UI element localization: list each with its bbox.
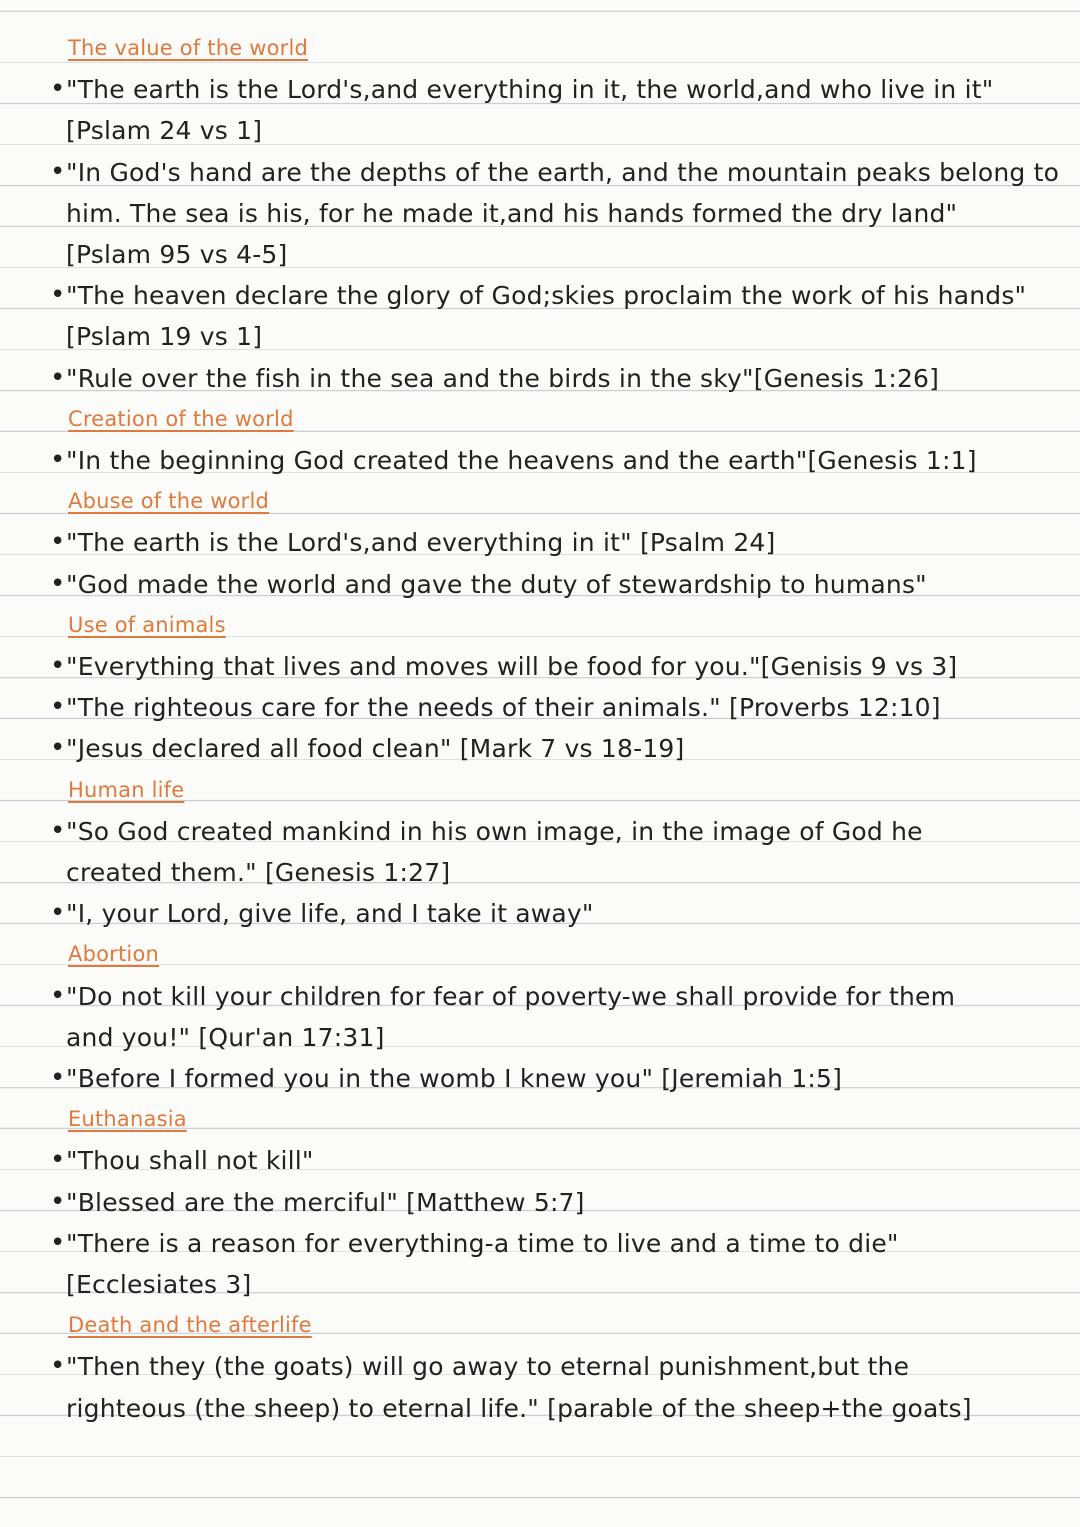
note-line — [0, 852, 1080, 893]
quote-text: him. The sea is his, for he made it,and his hands formed the dry land" — [66, 198, 958, 228]
section-heading: Death and the afterlife — [68, 1313, 312, 1338]
note-line — [0, 69, 1080, 110]
note-line — [0, 646, 1080, 687]
bullet-icon: • — [50, 651, 66, 681]
quote-text: "There is a reason for everything-a time to live and a time to die" — [66, 1228, 899, 1258]
note-line — [0, 193, 1080, 234]
quote-text: and you!" [Qur'an 17:31] — [66, 1022, 385, 1052]
section-heading-row — [0, 481, 1080, 522]
section-heading-row — [0, 1099, 1080, 1140]
note-line — [0, 1223, 1080, 1264]
quote-text: "God made the world and gave the duty of stewardship to humans" — [66, 569, 927, 599]
quote-text: created them." [Genesis 1:27] — [66, 858, 451, 887]
quote-text: "Then they (the goats) will go away to eternal punishment,but the — [66, 1352, 910, 1382]
bullet-icon: • — [50, 1186, 66, 1217]
section-heading-row — [0, 770, 1080, 811]
note-line — [0, 1182, 1080, 1223]
bullet-icon: • — [50, 1351, 66, 1382]
bullet-icon: • — [50, 692, 66, 723]
bullet-icon: • — [50, 733, 66, 764]
bullet-icon: • — [50, 568, 66, 599]
quote-text: [Pslam 19 vs 1] — [66, 322, 263, 352]
bullet-icon: • — [50, 1227, 66, 1258]
note-line — [0, 728, 1080, 769]
section-heading: Use of animals — [68, 612, 226, 637]
quote-text: "The heaven declare the glory of God;skies proclaim the work of his hands" — [66, 281, 1027, 311]
section-heading-row — [0, 1305, 1080, 1346]
note-line — [0, 1140, 1080, 1181]
note-line — [0, 440, 1080, 481]
section-heading-row — [0, 399, 1080, 440]
quote-text: "The righteous care for the needs of their animals." [Proverbs 12:10] — [66, 693, 941, 723]
section-heading: Abuse of the world — [68, 489, 270, 514]
bullet-icon: • — [50, 74, 66, 105]
note-line — [0, 358, 1080, 399]
bullet-icon: • — [50, 527, 66, 558]
note-line — [0, 316, 1080, 357]
section-heading: Euthanasia — [68, 1107, 187, 1132]
section-heading-row — [0, 934, 1080, 975]
quote-text: "Do not kill your children for fear of poverty-we shall provide for them — [66, 981, 956, 1011]
section-heading: The value of the world — [68, 36, 309, 60]
section-heading-row — [0, 28, 1080, 69]
note-line — [0, 1058, 1080, 1099]
note-line — [0, 1388, 1080, 1429]
note-line — [0, 687, 1080, 728]
quote-text: righteous (the sheep) to eternal life." [parable of the sheep+the goats] — [66, 1393, 972, 1423]
quote-text: [Pslam 24 vs 1] — [66, 116, 263, 146]
bullet-icon: • — [50, 815, 66, 846]
quote-text: "I, your Lord, give life, and I take it away" — [66, 899, 594, 929]
bullet-icon: • — [50, 898, 66, 929]
bullet-icon: • — [50, 1063, 66, 1093]
note-line — [0, 1017, 1080, 1058]
section-heading: Creation of the world — [68, 406, 294, 431]
note-line — [0, 1346, 1080, 1387]
note-line — [0, 1264, 1080, 1305]
section-heading: Human life — [68, 777, 185, 802]
section-heading: Abortion — [68, 942, 160, 967]
quote-text: "Jesus declared all food clean" [Mark 7 vs 18-19] — [66, 734, 685, 764]
bullet-icon: • — [50, 445, 66, 475]
note-line — [0, 564, 1080, 605]
note-line — [0, 811, 1080, 852]
note-line — [0, 152, 1080, 193]
quote-text: "Blessed are the merciful" [Matthew 5:7] — [66, 1187, 585, 1217]
quote-text: "Rule over the fish in the sea and the birds in the sky"[Genesis 1:26] — [66, 363, 940, 393]
quote-text: "Thou shall not kill" — [66, 1146, 314, 1176]
note-line — [0, 522, 1080, 563]
quote-text: "Everything that lives and moves will be food for you."[Genisis 9 vs 3] — [66, 652, 958, 681]
bullet-icon: • — [50, 1145, 66, 1176]
quote-text: "So God created mankind in his own image, in the image of God he — [66, 816, 923, 846]
note-line — [0, 275, 1080, 316]
quote-text: [Pslam 95 vs 4-5] — [66, 240, 288, 269]
bullet-icon: • — [50, 362, 66, 393]
bullet-icon: • — [50, 980, 66, 1011]
note-line — [0, 110, 1080, 151]
bullet-icon: • — [50, 280, 66, 311]
quote-text: "Before I formed you in the womb I knew you" [Jeremiah 1:5] — [66, 1064, 843, 1093]
quote-text: "The earth is the Lord's,and everything in it" [Psalm 24] — [66, 528, 776, 558]
bullet-icon: • — [50, 156, 66, 187]
section-heading-row — [0, 605, 1080, 646]
note-line — [0, 976, 1080, 1017]
quote-text: "In God's hand are the depths of the earth, and the mountain peaks belong to — [66, 157, 1060, 187]
quote-text: "The earth is the Lord's,and everything in it, the world,and who live in it" — [66, 75, 994, 105]
note-line — [0, 234, 1080, 275]
quote-text: "In the beginning God created the heavens and the earth"[Genesis 1:1] — [66, 446, 977, 475]
note-line — [0, 893, 1080, 934]
quote-text: [Ecclesiates 3] — [66, 1270, 252, 1299]
